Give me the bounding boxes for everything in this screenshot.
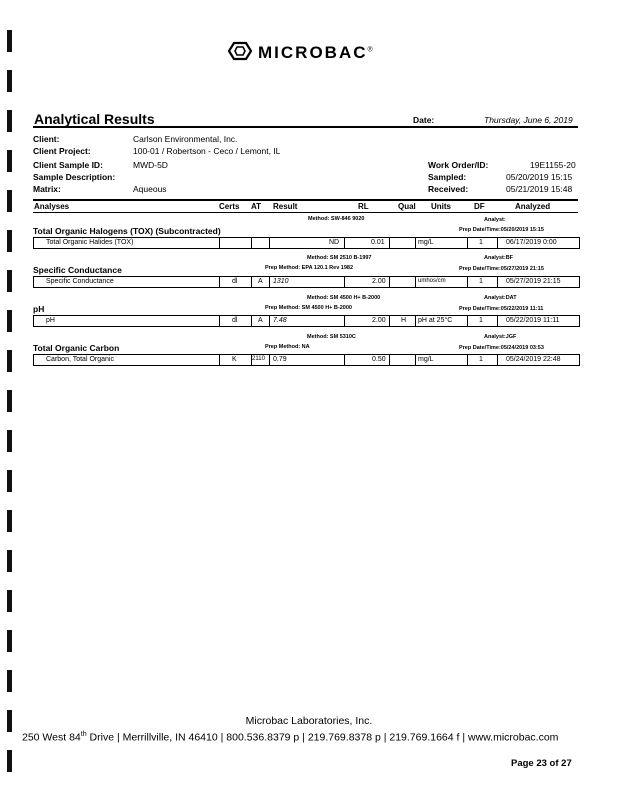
section-analyst: Analyst:JGF	[484, 334, 517, 340]
section-prep-method: Prep Method: NA	[265, 344, 310, 350]
col-certs: Certs	[219, 202, 240, 211]
matrix-value: Aqueous	[133, 184, 167, 194]
table-row	[33, 354, 580, 366]
row-result: ND	[329, 239, 340, 246]
row-at: A	[258, 317, 263, 324]
row-units: umhos/cm	[418, 278, 446, 284]
row-units: mg/L	[418, 239, 434, 246]
section-method: Method: SM 4500 H+ B-2000	[307, 295, 381, 301]
section-prep-datetime: Prep Date/Time:05/27/2019 21:15	[459, 266, 544, 272]
row-at: 2110	[252, 356, 265, 362]
description-label: Sample Description:	[33, 172, 116, 182]
binding-mark	[7, 590, 12, 612]
page-number: Page 23 of 27	[511, 758, 572, 769]
row-result: 0.79	[273, 356, 287, 363]
sampled-label: Sampled:	[428, 172, 467, 182]
section-title: pH	[33, 304, 45, 314]
section-title: Total Organic Halogens (TOX) (Subcontracted)	[33, 226, 221, 236]
section-analyst: Analyst:	[484, 217, 506, 223]
col-analyzed: Analyzed	[515, 202, 551, 211]
binding-mark	[7, 230, 12, 252]
col-result: Result	[273, 202, 298, 211]
row-analyzed: 05/27/2019 21:15	[506, 278, 561, 285]
col-qual: Qual	[398, 202, 416, 211]
row-certs: dl	[232, 278, 238, 285]
row-certs: dl	[232, 317, 238, 324]
page-title: Analytical Results	[34, 111, 155, 127]
row-df: 1	[479, 278, 483, 285]
section-prep-method: Prep Method: EPA 120.1 Rev 1982	[265, 265, 354, 271]
binding-mark	[7, 510, 12, 532]
row-at: A	[258, 278, 263, 285]
binding-mark	[7, 190, 12, 212]
row-analysis: Total Organic Halides (TOX)	[46, 239, 134, 246]
section-prep-method: Prep Method: SM 4500 H+ B-2000	[265, 305, 352, 311]
binding-mark	[7, 150, 12, 172]
row-rl: 2.00	[372, 317, 386, 324]
table-row	[33, 315, 580, 327]
sampled-value: 05/20/2019 15:15	[506, 172, 573, 182]
matrix-label: Matrix:	[33, 184, 61, 194]
col-units: Units	[431, 202, 451, 211]
section-method: Method: SW-846 9020	[308, 216, 365, 222]
binding-mark	[7, 270, 12, 292]
client-label: Client:	[33, 134, 60, 144]
project-value: 100-01 / Robertson - Ceco / Lemont, IL	[133, 146, 281, 156]
binding-mark	[7, 110, 12, 132]
col-rl: RL	[358, 202, 369, 211]
binding-mark	[7, 550, 12, 572]
section-prep-datetime: Prep Date/Time:05/24/2019 03:53	[459, 345, 544, 351]
binding-mark	[7, 470, 12, 492]
date-label: Date:	[413, 115, 435, 125]
row-rl: 0.01	[371, 239, 385, 246]
table-row	[33, 237, 580, 249]
row-rl: 2.00	[372, 278, 386, 285]
section-title: Total Organic Carbon	[33, 343, 120, 353]
footer-company: Microbac Laboratories, Inc.	[245, 715, 373, 727]
section-method: Method: SM 5310C	[307, 334, 356, 340]
section-prep-datetime: Prep Date/Time:05/22/2019 11:11	[459, 306, 544, 312]
client-value: Carlson Environmental, Inc.	[133, 134, 238, 144]
logo-text: MICROBAC®	[258, 43, 375, 62]
microbac-logo-icon	[228, 41, 252, 61]
header-top-rule	[33, 199, 578, 201]
footer-address: 250 West 84th Drive | Merrillville, IN 46410 | 800.536.8379 p | 219.769.8378 p | 219.769.1664 f | www.microbac.com	[22, 731, 559, 744]
row-analysis: Carbon, Total Organic	[46, 356, 114, 363]
company-logo	[228, 40, 428, 64]
row-analyzed: 05/24/2019 22:48	[506, 356, 561, 363]
row-df: 1	[479, 239, 483, 246]
row-rl: 0.50	[372, 356, 386, 363]
title-divider	[33, 126, 578, 128]
report-date: Thursday, June 6, 2019	[484, 115, 573, 125]
col-analyses: Analyses	[34, 202, 70, 211]
col-df: DF	[474, 202, 485, 211]
section-title: Specific Conductance	[33, 265, 122, 275]
work-order-label: Work Order/ID:	[428, 160, 489, 170]
section-method: Method: SM 2510 B-1997	[307, 255, 372, 261]
binding-mark	[7, 70, 12, 92]
row-units: mg/L	[418, 356, 434, 363]
row-result: 1310	[273, 278, 289, 285]
sample-id-value: MWD-5D	[133, 160, 168, 170]
row-analysis: pH	[46, 317, 55, 324]
col-at: AT	[251, 202, 262, 211]
row-qual: H	[401, 317, 407, 324]
row-result: 7.48	[273, 317, 287, 324]
row-analysis: Specific Conductance	[46, 278, 114, 285]
binding-mark	[7, 350, 12, 372]
section-analyst: Analyst:BF	[484, 255, 514, 261]
binding-mark	[7, 670, 12, 692]
section-analyst: Analyst:DAT	[484, 295, 517, 301]
binding-mark	[7, 750, 12, 772]
binding-mark	[7, 430, 12, 452]
binding-mark	[7, 30, 12, 52]
table-row	[33, 276, 580, 288]
binding-mark	[7, 390, 12, 412]
header-bottom-rule	[33, 212, 578, 213]
row-df: 1	[479, 356, 483, 363]
row-analyzed: 05/22/2019 11:11	[506, 317, 560, 324]
received-value: 05/21/2019 15:48	[506, 184, 573, 194]
received-label: Received:	[428, 184, 469, 194]
sample-id-label: Client Sample ID:	[33, 160, 103, 170]
binding-mark	[7, 310, 12, 332]
row-certs: K	[232, 356, 237, 363]
row-units: pH at 25°C	[418, 317, 453, 324]
work-order-value: 19E1155-20	[530, 160, 576, 170]
binding-mark	[7, 630, 12, 652]
row-analyzed: 06/17/2019 0:00	[506, 239, 557, 246]
section-prep-datetime: Prep Date/Time:05/20/2019 15:15	[459, 227, 544, 233]
project-label: Client Project:	[33, 146, 91, 156]
row-df: 1	[479, 317, 483, 324]
